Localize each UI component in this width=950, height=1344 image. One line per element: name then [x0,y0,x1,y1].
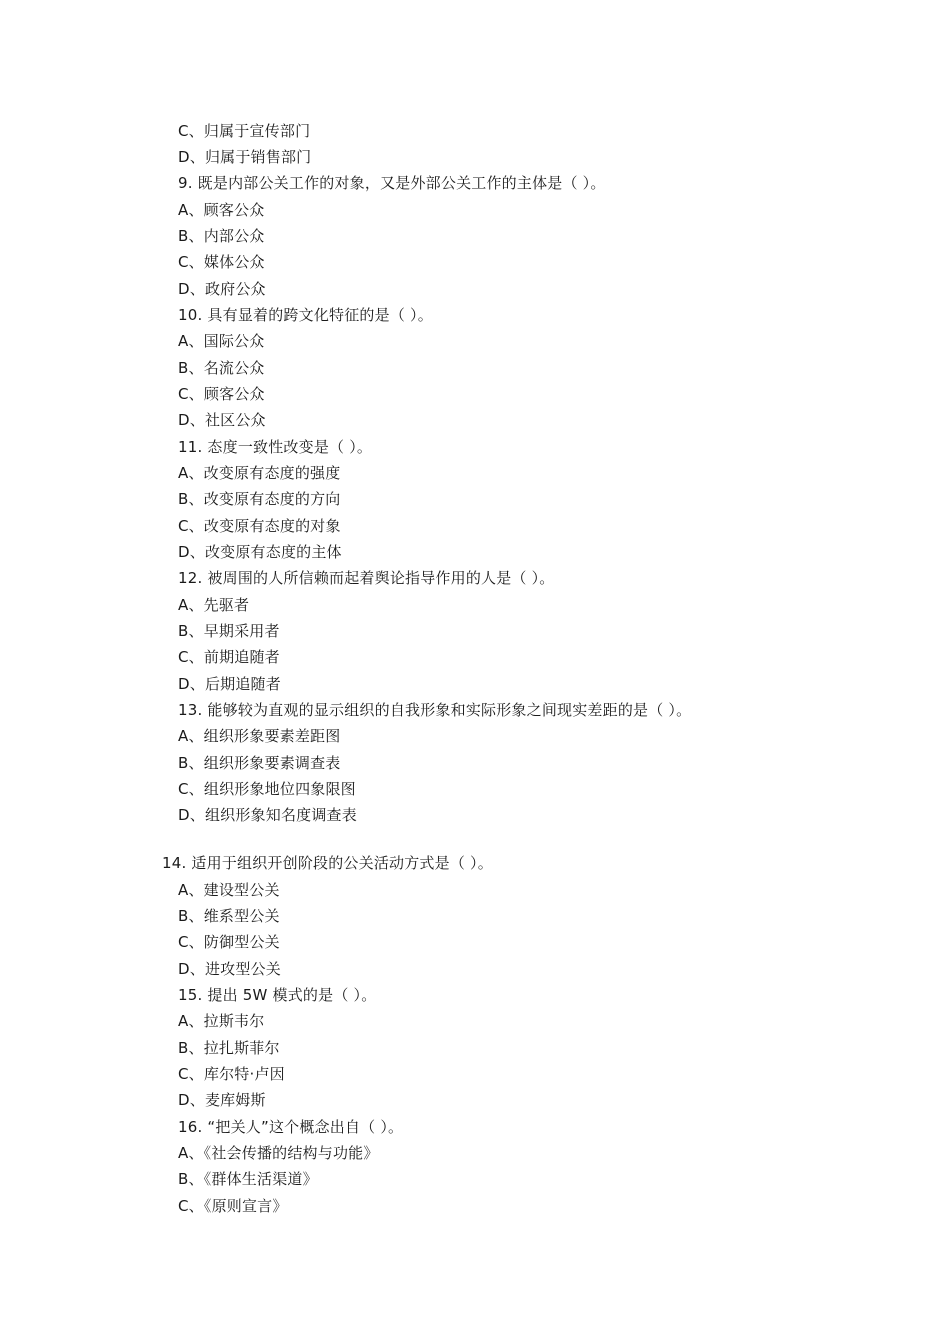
option-line: B、组织形象要素调查表 [178,754,341,772]
option-line: D、后期追随者 [178,675,281,693]
option-line: C、顾客公众 [178,385,265,403]
question-15: 15. 提出 5W 模式的是（ ）。 [178,986,377,1004]
question-11: 11. 态度一致性改变是（ ）。 [178,438,373,456]
option-line: D、社区公众 [178,411,266,429]
option-line: D、组织形象知名度调查表 [178,806,357,824]
question-9: 9. 既是内部公关工作的对象，又是外部公关工作的主体是（ ）。 [178,174,606,192]
option-line: C、《原则宣言》 [178,1197,288,1215]
question-12: 12. 被周围的人所信赖而起着舆论指导作用的人是（ ）。 [178,569,555,587]
option-line: B、内部公众 [178,227,265,245]
option-line: B、拉扎斯菲尔 [178,1039,280,1057]
question-16: 16. “把关人”这个概念出自（ ）。 [178,1118,404,1136]
option-line: C、改变原有态度的对象 [178,517,341,535]
option-line: B、维系型公关 [178,907,280,925]
option-line: A、改变原有态度的强度 [178,464,341,482]
question-14: 14. 适用于组织开创阶段的公关活动方式是（ ）。 [162,854,493,872]
option-line: C、前期追随者 [178,648,280,666]
option-line: D、进攻型公关 [178,960,281,978]
option-line: C、防御型公关 [178,933,280,951]
option-line: B、名流公众 [178,359,265,377]
option-line: D、归属于销售部门 [178,148,312,166]
option-line: A、组织形象要素差距图 [178,727,341,745]
option-line: D、麦库姆斯 [178,1091,266,1109]
option-line: A、先驱者 [178,596,250,614]
option-line: A、建设型公关 [178,881,280,899]
option-line: A、拉斯韦尔 [178,1012,265,1030]
option-line: B、《群体生活渠道》 [178,1170,318,1188]
option-line: D、政府公众 [178,280,266,298]
option-line: A、《社会传播的结构与功能》 [178,1144,379,1162]
option-line: C、归属于宣传部门 [178,122,311,140]
option-line: B、改变原有态度的方向 [178,490,341,508]
option-line: A、顾客公众 [178,201,265,219]
question-10: 10. 具有显着的跨文化特征的是（ ）。 [178,306,433,324]
option-line: C、组织形象地位四象限图 [178,780,356,798]
question-13: 13. 能够较为直观的显示组织的自我形象和实际形象之间现实差距的是（ ）。 [178,701,692,719]
option-line: B、早期采用者 [178,622,280,640]
option-line: D、改变原有态度的主体 [178,543,342,561]
option-line: C、媒体公众 [178,253,265,271]
option-line: C、库尔特·卢因 [178,1065,285,1083]
option-line: A、国际公众 [178,332,265,350]
